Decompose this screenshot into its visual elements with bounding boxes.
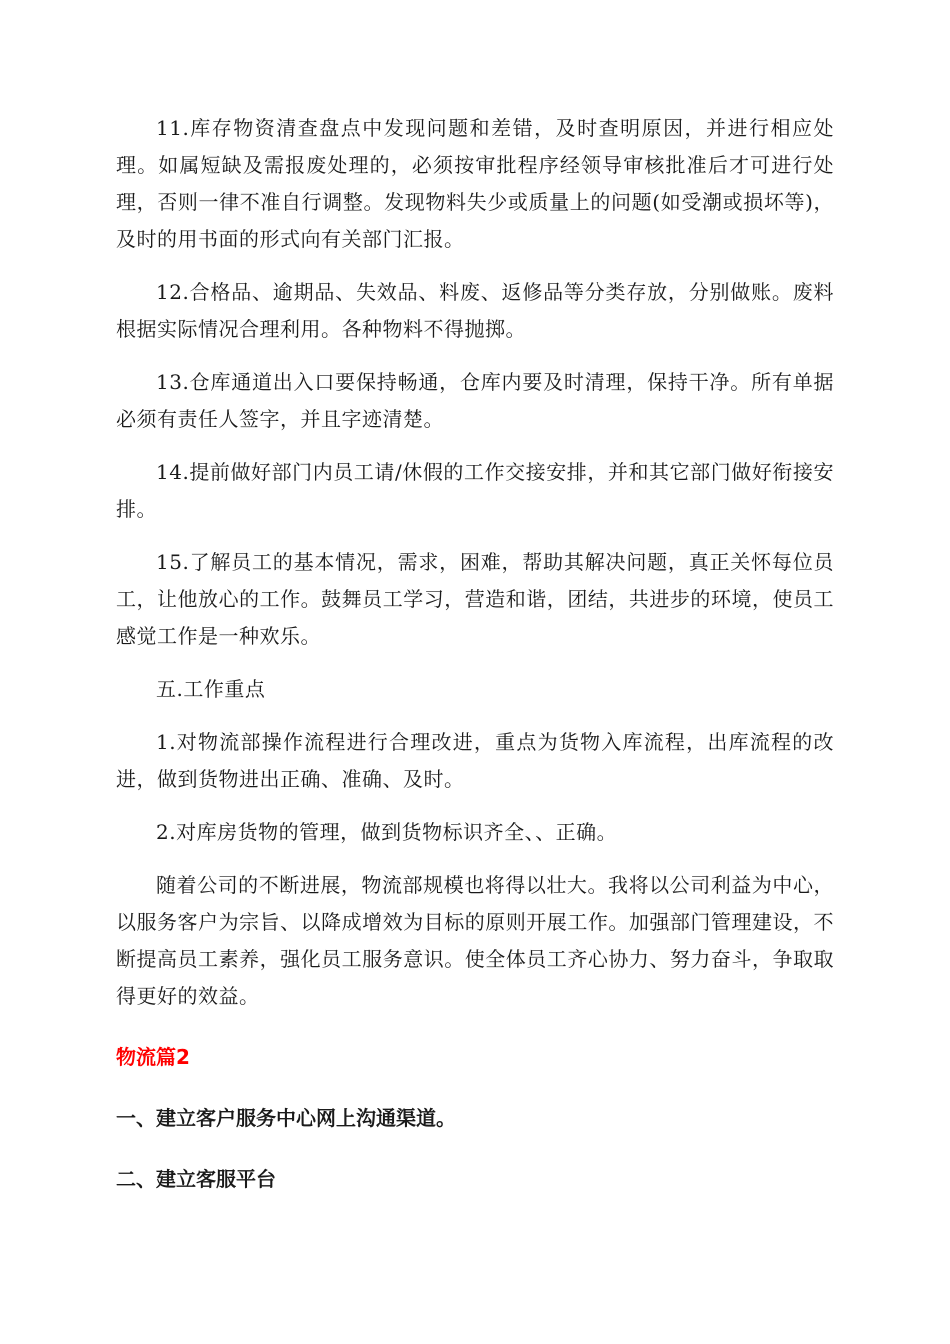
subheading-2: 二、建立客服平台	[116, 1167, 276, 1191]
paragraph-item-14: 14.提前做好部门内员工请/休假的工作交接安排，并和其它部门做好衔接安排。	[116, 460, 834, 521]
paragraph-item-15: 15.了解员工的基本情况，需求，困难，帮助其解决问题，真正关怀每位员工，让他放心的工作。鼓舞员工学习，营造和谐，团结，共进步的环境，使员工感觉工作是一种欢乐。	[116, 550, 834, 648]
paragraph-item-11: 11.库存物资清查盘点中发现问题和差错，及时查明原因，并进行相应处理。如属短缺及需报废处理的，必须按审批程序经领导审核批准后才可进行处理，否则一律不准自行调整。发现物料失少或质量上的问题(如受潮或损坏等)，及时的用书面的形式向有关部门汇报。	[116, 116, 834, 251]
focus-item-1: 1.对物流部操作流程进行合理改进，重点为货物入库流程，出库流程的改进，做到货物进出正确、准确、及时。	[116, 730, 834, 791]
closing-paragraph: 随着公司的不断进展，物流部规模也将得以壮大。我将以公司利益为中心，以服务客户为宗旨、以降成增效为目标的原则开展工作。加强部门管理建设，不断提高员工素养，强化员工服务意识。使全体员工齐心协力、努力奋斗，争取取得更好的效益。	[116, 873, 834, 1008]
document-page	[116, 110, 834, 1198]
paragraph-item-12: 12.合格品、逾期品、失效品、料废、返修品等分类存放，分别做账。废料根据实际情况合理利用。各种物料不得抛掷。	[116, 280, 834, 341]
section-title: 物流篇2	[116, 1045, 190, 1069]
subheading-1: 一、建立客户服务中心网上沟通渠道。	[116, 1106, 456, 1130]
section-heading-work-focus: 五.工作重点	[156, 677, 266, 701]
focus-item-2: 2.对库房货物的管理，做到货物标识齐全、、正确。	[156, 820, 618, 844]
paragraph-item-13: 13.仓库通道出入口要保持畅通，仓库内要及时清理，保持干净。所有单据必须有责任人签字，并且字迹清楚。	[116, 370, 834, 431]
